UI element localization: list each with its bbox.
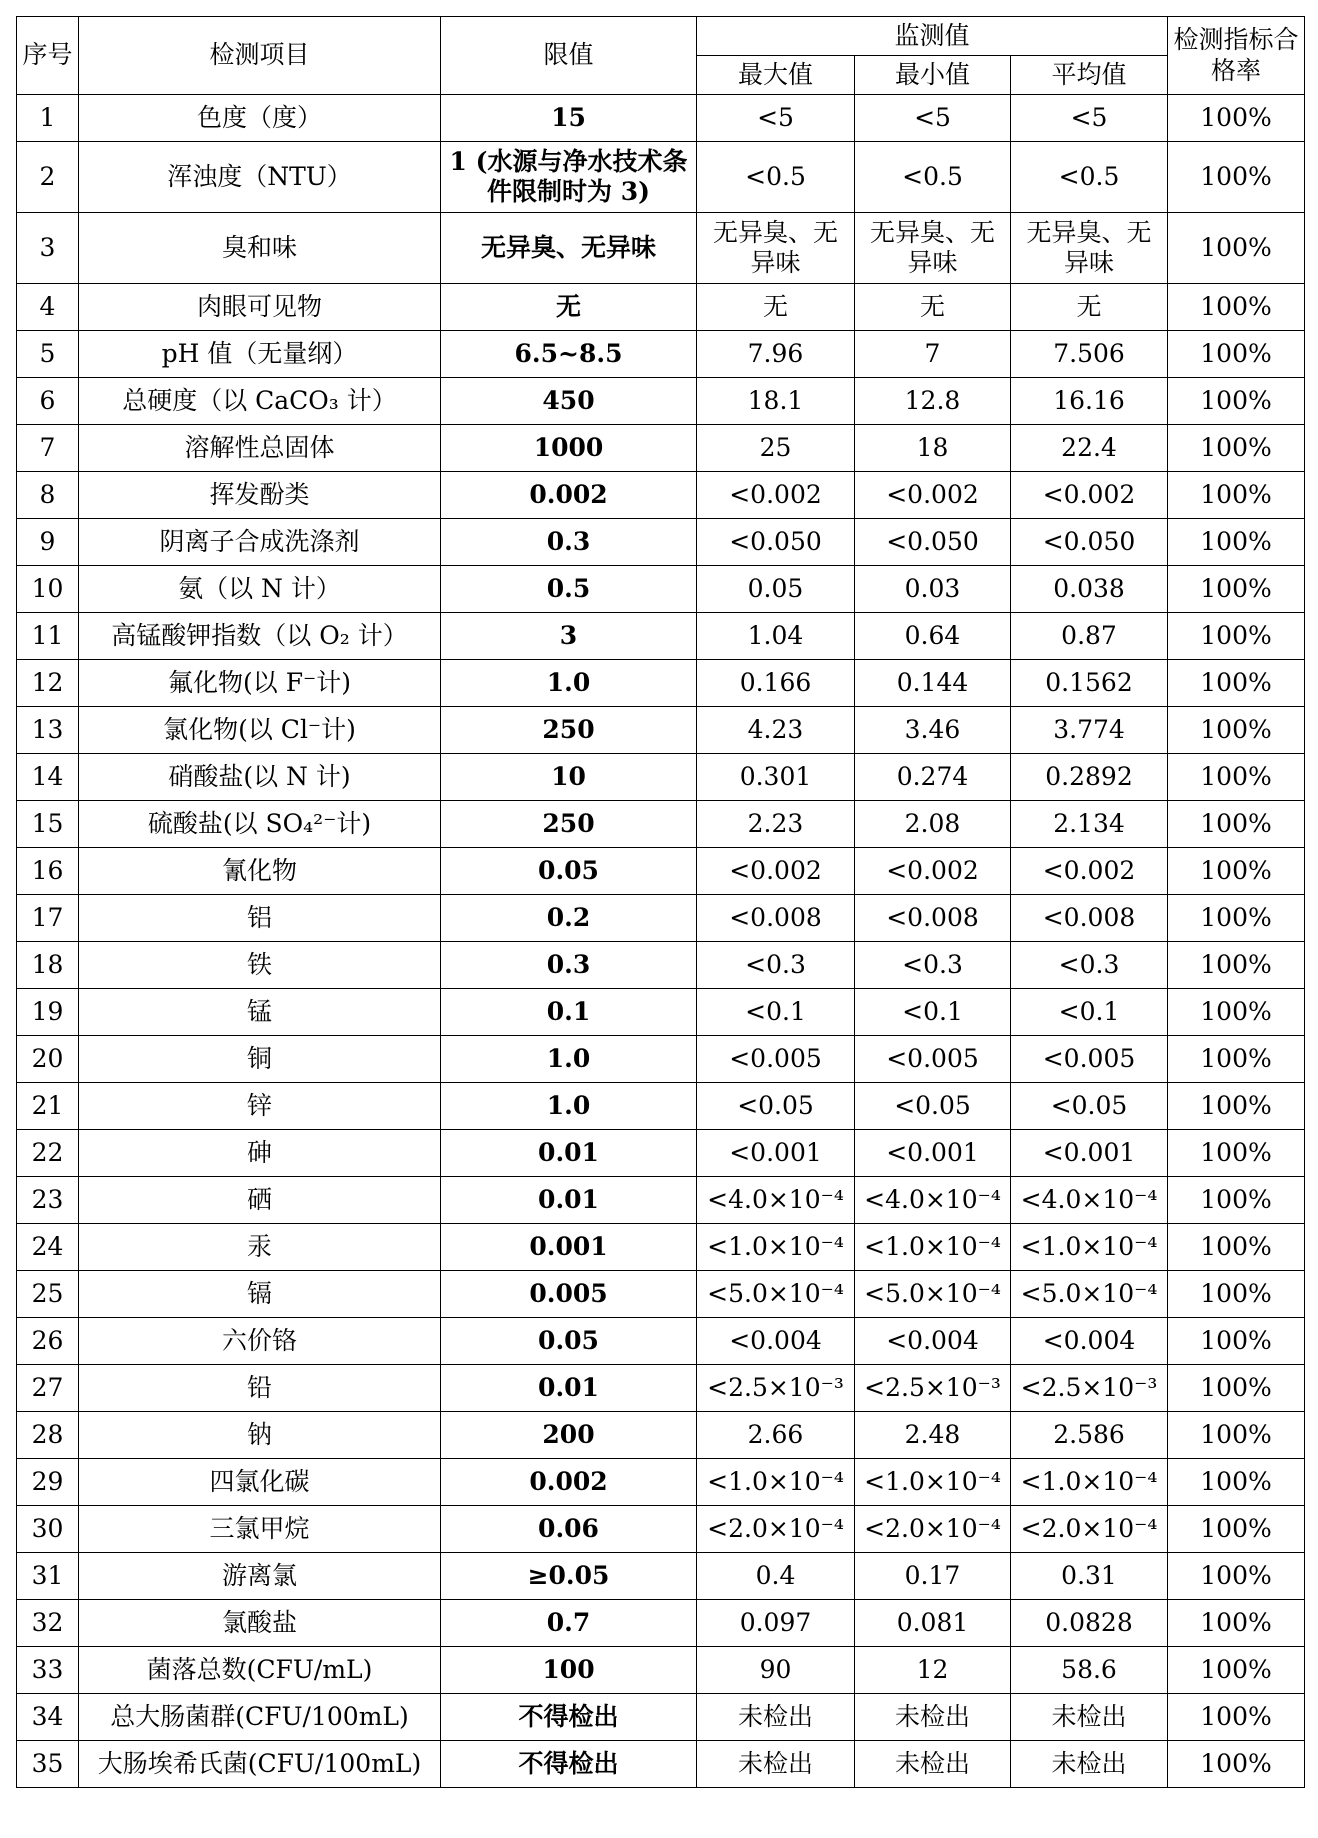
cell-avg: 0.038 xyxy=(1011,566,1168,613)
cell-pass-rate: 100% xyxy=(1168,1083,1305,1130)
cell-avg: <0.008 xyxy=(1011,895,1168,942)
cell-min: <0.002 xyxy=(855,472,1011,519)
cell-min: <5 xyxy=(855,95,1011,142)
cell-avg: 2.134 xyxy=(1011,801,1168,848)
cell-limit: 不得检出 xyxy=(441,1694,697,1741)
cell-max: <0.5 xyxy=(697,142,855,213)
cell-item: 色度（度） xyxy=(79,95,441,142)
cell-index: 29 xyxy=(17,1459,79,1506)
cell-avg: 16.16 xyxy=(1011,378,1168,425)
cell-index: 20 xyxy=(17,1036,79,1083)
cell-index: 17 xyxy=(17,895,79,942)
cell-pass-rate: 100% xyxy=(1168,95,1305,142)
cell-limit: 无异臭、无异味 xyxy=(441,213,697,284)
cell-limit: 0.7 xyxy=(441,1600,697,1647)
cell-index: 9 xyxy=(17,519,79,566)
cell-item: 大肠埃希氏菌(CFU/100mL) xyxy=(79,1741,441,1788)
table-row xyxy=(17,1694,1305,1741)
cell-avg: <0.005 xyxy=(1011,1036,1168,1083)
cell-avg: 0.1562 xyxy=(1011,660,1168,707)
table-row xyxy=(17,613,1305,660)
cell-index: 22 xyxy=(17,1130,79,1177)
header-limit: 限值 xyxy=(441,17,697,95)
cell-index: 14 xyxy=(17,754,79,801)
cell-pass-rate: 100% xyxy=(1168,425,1305,472)
table-row xyxy=(17,566,1305,613)
cell-max: 0.05 xyxy=(697,566,855,613)
cell-item: 硒 xyxy=(79,1177,441,1224)
cell-item: 硫酸盐(以 SO₄²⁻计) xyxy=(79,801,441,848)
cell-item: 铁 xyxy=(79,942,441,989)
cell-limit: 0.3 xyxy=(441,519,697,566)
cell-item: 氟化物(以 F⁻计) xyxy=(79,660,441,707)
cell-index: 6 xyxy=(17,378,79,425)
cell-index: 16 xyxy=(17,848,79,895)
cell-pass-rate: 100% xyxy=(1168,284,1305,331)
cell-max: <0.001 xyxy=(697,1130,855,1177)
cell-max: <5.0×10⁻⁴ xyxy=(697,1271,855,1318)
cell-limit: 0.001 xyxy=(441,1224,697,1271)
cell-pass-rate: 100% xyxy=(1168,989,1305,1036)
cell-min: <1.0×10⁻⁴ xyxy=(855,1459,1011,1506)
table-row xyxy=(17,1412,1305,1459)
cell-item: 锰 xyxy=(79,989,441,1036)
cell-item: 氨（以 N 计） xyxy=(79,566,441,613)
cell-index: 2 xyxy=(17,142,79,213)
cell-max: <0.005 xyxy=(697,1036,855,1083)
cell-pass-rate: 100% xyxy=(1168,142,1305,213)
cell-limit: 15 xyxy=(441,95,697,142)
cell-max: 未检出 xyxy=(697,1741,855,1788)
cell-max: 1.04 xyxy=(697,613,855,660)
cell-pass-rate: 100% xyxy=(1168,331,1305,378)
cell-min: <0.001 xyxy=(855,1130,1011,1177)
table-row xyxy=(17,472,1305,519)
cell-item: 总硬度（以 CaCO₃ 计） xyxy=(79,378,441,425)
cell-pass-rate: 100% xyxy=(1168,1647,1305,1694)
table-row xyxy=(17,989,1305,1036)
cell-index: 8 xyxy=(17,472,79,519)
cell-max: <0.1 xyxy=(697,989,855,1036)
cell-max: <1.0×10⁻⁴ xyxy=(697,1224,855,1271)
cell-min: 0.03 xyxy=(855,566,1011,613)
cell-min: 0.081 xyxy=(855,1600,1011,1647)
cell-item: 氯酸盐 xyxy=(79,1600,441,1647)
cell-max: <2.0×10⁻⁴ xyxy=(697,1506,855,1553)
table-row xyxy=(17,1130,1305,1177)
cell-index: 7 xyxy=(17,425,79,472)
cell-max: <0.050 xyxy=(697,519,855,566)
cell-pass-rate: 100% xyxy=(1168,1224,1305,1271)
cell-pass-rate: 100% xyxy=(1168,1271,1305,1318)
cell-pass-rate: 100% xyxy=(1168,1412,1305,1459)
cell-min: 无 xyxy=(855,284,1011,331)
table-row xyxy=(17,95,1305,142)
cell-item: 总大肠菌群(CFU/100mL) xyxy=(79,1694,441,1741)
cell-avg: <0.5 xyxy=(1011,142,1168,213)
cell-avg: 未检出 xyxy=(1011,1741,1168,1788)
cell-item: 砷 xyxy=(79,1130,441,1177)
cell-limit: 200 xyxy=(441,1412,697,1459)
cell-index: 27 xyxy=(17,1365,79,1412)
header-monitor: 监测值 xyxy=(697,17,1168,56)
cell-max: 4.23 xyxy=(697,707,855,754)
cell-max: 无 xyxy=(697,284,855,331)
cell-item: 三氯甲烷 xyxy=(79,1506,441,1553)
cell-item: 锌 xyxy=(79,1083,441,1130)
cell-min: <0.005 xyxy=(855,1036,1011,1083)
cell-limit: 1000 xyxy=(441,425,697,472)
table-row xyxy=(17,801,1305,848)
cell-max: <4.0×10⁻⁴ xyxy=(697,1177,855,1224)
cell-pass-rate: 100% xyxy=(1168,1036,1305,1083)
cell-index: 1 xyxy=(17,95,79,142)
cell-index: 23 xyxy=(17,1177,79,1224)
cell-avg: <2.5×10⁻³ xyxy=(1011,1365,1168,1412)
cell-index: 25 xyxy=(17,1271,79,1318)
table-header xyxy=(17,17,1305,95)
cell-avg: <0.001 xyxy=(1011,1130,1168,1177)
cell-max: 2.66 xyxy=(697,1412,855,1459)
cell-min: 18 xyxy=(855,425,1011,472)
cell-limit: 0.002 xyxy=(441,1459,697,1506)
cell-min: <0.3 xyxy=(855,942,1011,989)
cell-index: 11 xyxy=(17,613,79,660)
table-row xyxy=(17,1647,1305,1694)
cell-item: 镉 xyxy=(79,1271,441,1318)
header-index: 序号 xyxy=(17,17,79,95)
header-max: 最大值 xyxy=(697,56,855,95)
cell-min: 0.17 xyxy=(855,1553,1011,1600)
cell-min: <0.050 xyxy=(855,519,1011,566)
cell-index: 21 xyxy=(17,1083,79,1130)
cell-limit: 10 xyxy=(441,754,697,801)
cell-avg: 0.2892 xyxy=(1011,754,1168,801)
cell-limit: 3 xyxy=(441,613,697,660)
cell-min: <0.05 xyxy=(855,1083,1011,1130)
table-row xyxy=(17,895,1305,942)
cell-avg: 7.506 xyxy=(1011,331,1168,378)
cell-limit: 不得检出 xyxy=(441,1741,697,1788)
cell-min: 0.64 xyxy=(855,613,1011,660)
cell-limit: 1 (水源与净水技术条件限制时为 3) xyxy=(441,142,697,213)
cell-pass-rate: 100% xyxy=(1168,707,1305,754)
cell-avg: 0.31 xyxy=(1011,1553,1168,1600)
cell-pass-rate: 100% xyxy=(1168,213,1305,284)
cell-item: 挥发酚类 xyxy=(79,472,441,519)
cell-item: 菌落总数(CFU/mL) xyxy=(79,1647,441,1694)
cell-item: 氯化物(以 Cl⁻计) xyxy=(79,707,441,754)
table-row xyxy=(17,1036,1305,1083)
cell-pass-rate: 100% xyxy=(1168,848,1305,895)
cell-max: <0.05 xyxy=(697,1083,855,1130)
cell-pass-rate: 100% xyxy=(1168,1506,1305,1553)
cell-pass-rate: 100% xyxy=(1168,519,1305,566)
cell-max: 2.23 xyxy=(697,801,855,848)
water-quality-table xyxy=(16,16,1305,1788)
cell-max: <0.004 xyxy=(697,1318,855,1365)
cell-pass-rate: 100% xyxy=(1168,1553,1305,1600)
cell-limit: 0.01 xyxy=(441,1177,697,1224)
cell-min: 0.144 xyxy=(855,660,1011,707)
cell-limit: 0.05 xyxy=(441,848,697,895)
cell-index: 4 xyxy=(17,284,79,331)
cell-index: 33 xyxy=(17,1647,79,1694)
cell-pass-rate: 100% xyxy=(1168,378,1305,425)
cell-pass-rate: 100% xyxy=(1168,942,1305,989)
table-row xyxy=(17,1741,1305,1788)
cell-max: 无异臭、无异味 xyxy=(697,213,855,284)
cell-max: 18.1 xyxy=(697,378,855,425)
cell-index: 31 xyxy=(17,1553,79,1600)
cell-pass-rate: 100% xyxy=(1168,895,1305,942)
cell-max: 0.166 xyxy=(697,660,855,707)
cell-avg: 0.0828 xyxy=(1011,1600,1168,1647)
cell-avg: <0.002 xyxy=(1011,848,1168,895)
cell-pass-rate: 100% xyxy=(1168,1600,1305,1647)
cell-item: 六价铬 xyxy=(79,1318,441,1365)
cell-index: 3 xyxy=(17,213,79,284)
cell-avg: <1.0×10⁻⁴ xyxy=(1011,1224,1168,1271)
cell-index: 10 xyxy=(17,566,79,613)
cell-limit: 0.2 xyxy=(441,895,697,942)
cell-max: <0.3 xyxy=(697,942,855,989)
cell-avg: 无 xyxy=(1011,284,1168,331)
cell-pass-rate: 100% xyxy=(1168,1459,1305,1506)
table-row xyxy=(17,425,1305,472)
cell-min: <0.1 xyxy=(855,989,1011,1036)
table-row xyxy=(17,213,1305,284)
cell-min: 2.08 xyxy=(855,801,1011,848)
cell-limit: 0.01 xyxy=(441,1365,697,1412)
cell-avg: 22.4 xyxy=(1011,425,1168,472)
cell-avg: <4.0×10⁻⁴ xyxy=(1011,1177,1168,1224)
cell-avg: 0.87 xyxy=(1011,613,1168,660)
cell-limit: 0.002 xyxy=(441,472,697,519)
header-pass-rate: 检测指标合格率 xyxy=(1168,17,1305,95)
cell-index: 19 xyxy=(17,989,79,1036)
cell-item: 臭和味 xyxy=(79,213,441,284)
cell-limit: 250 xyxy=(441,707,697,754)
cell-item: pH 值（无量纲） xyxy=(79,331,441,378)
cell-min: 0.274 xyxy=(855,754,1011,801)
table-row xyxy=(17,754,1305,801)
cell-min: <0.004 xyxy=(855,1318,1011,1365)
cell-min: <1.0×10⁻⁴ xyxy=(855,1224,1011,1271)
cell-limit: 0.5 xyxy=(441,566,697,613)
table-row xyxy=(17,142,1305,213)
cell-item: 肉眼可见物 xyxy=(79,284,441,331)
table-row xyxy=(17,1271,1305,1318)
table-row xyxy=(17,1318,1305,1365)
cell-min: <2.0×10⁻⁴ xyxy=(855,1506,1011,1553)
cell-avg: <1.0×10⁻⁴ xyxy=(1011,1459,1168,1506)
cell-pass-rate: 100% xyxy=(1168,613,1305,660)
cell-pass-rate: 100% xyxy=(1168,472,1305,519)
cell-index: 18 xyxy=(17,942,79,989)
cell-max: <0.008 xyxy=(697,895,855,942)
cell-limit: 0.1 xyxy=(441,989,697,1036)
table-row xyxy=(17,1177,1305,1224)
cell-limit: 无 xyxy=(441,284,697,331)
cell-min: <4.0×10⁻⁴ xyxy=(855,1177,1011,1224)
cell-limit: 0.05 xyxy=(441,1318,697,1365)
cell-min: 7 xyxy=(855,331,1011,378)
cell-item: 钠 xyxy=(79,1412,441,1459)
cell-min: 12 xyxy=(855,1647,1011,1694)
cell-avg: 2.586 xyxy=(1011,1412,1168,1459)
cell-pass-rate: 100% xyxy=(1168,1318,1305,1365)
cell-index: 32 xyxy=(17,1600,79,1647)
cell-avg: 58.6 xyxy=(1011,1647,1168,1694)
table-row xyxy=(17,1600,1305,1647)
cell-pass-rate: 100% xyxy=(1168,754,1305,801)
cell-pass-rate: 100% xyxy=(1168,1694,1305,1741)
cell-avg: <0.004 xyxy=(1011,1318,1168,1365)
cell-limit: 0.005 xyxy=(441,1271,697,1318)
cell-item: 游离氯 xyxy=(79,1553,441,1600)
cell-index: 30 xyxy=(17,1506,79,1553)
cell-min: 无异臭、无异味 xyxy=(855,213,1011,284)
cell-limit: 0.3 xyxy=(441,942,697,989)
cell-max: 0.301 xyxy=(697,754,855,801)
cell-min: 未检出 xyxy=(855,1741,1011,1788)
cell-pass-rate: 100% xyxy=(1168,1365,1305,1412)
cell-min: <0.002 xyxy=(855,848,1011,895)
cell-limit: 250 xyxy=(441,801,697,848)
cell-item: 高锰酸钾指数（以 O₂ 计） xyxy=(79,613,441,660)
cell-limit: ≥0.05 xyxy=(441,1553,697,1600)
table-row xyxy=(17,707,1305,754)
cell-pass-rate: 100% xyxy=(1168,1177,1305,1224)
cell-limit: 1.0 xyxy=(441,1036,697,1083)
cell-item: 氰化物 xyxy=(79,848,441,895)
cell-max: 未检出 xyxy=(697,1694,855,1741)
cell-limit: 6.5~8.5 xyxy=(441,331,697,378)
cell-max: 0.4 xyxy=(697,1553,855,1600)
cell-avg: <0.002 xyxy=(1011,472,1168,519)
cell-index: 15 xyxy=(17,801,79,848)
cell-min: <0.5 xyxy=(855,142,1011,213)
cell-index: 35 xyxy=(17,1741,79,1788)
cell-avg: 未检出 xyxy=(1011,1694,1168,1741)
cell-index: 26 xyxy=(17,1318,79,1365)
cell-item: 溶解性总固体 xyxy=(79,425,441,472)
cell-avg: <0.1 xyxy=(1011,989,1168,1036)
table-row xyxy=(17,660,1305,707)
table-row xyxy=(17,284,1305,331)
cell-avg: <0.050 xyxy=(1011,519,1168,566)
cell-max: <5 xyxy=(697,95,855,142)
header-avg: 平均值 xyxy=(1011,56,1168,95)
cell-item: 四氯化碳 xyxy=(79,1459,441,1506)
cell-index: 24 xyxy=(17,1224,79,1271)
cell-limit: 1.0 xyxy=(441,1083,697,1130)
cell-max: <2.5×10⁻³ xyxy=(697,1365,855,1412)
cell-index: 5 xyxy=(17,331,79,378)
table-row xyxy=(17,1365,1305,1412)
cell-index: 12 xyxy=(17,660,79,707)
cell-limit: 0.06 xyxy=(441,1506,697,1553)
cell-limit: 450 xyxy=(441,378,697,425)
cell-avg: <0.3 xyxy=(1011,942,1168,989)
cell-pass-rate: 100% xyxy=(1168,1130,1305,1177)
cell-limit: 0.01 xyxy=(441,1130,697,1177)
cell-max: <1.0×10⁻⁴ xyxy=(697,1459,855,1506)
cell-min: <0.008 xyxy=(855,895,1011,942)
cell-item: 浑浊度（NTU） xyxy=(79,142,441,213)
cell-min: <5.0×10⁻⁴ xyxy=(855,1271,1011,1318)
cell-limit: 100 xyxy=(441,1647,697,1694)
cell-item: 汞 xyxy=(79,1224,441,1271)
cell-item: 硝酸盐(以 N 计) xyxy=(79,754,441,801)
table-row xyxy=(17,378,1305,425)
table-row xyxy=(17,942,1305,989)
cell-min: 2.48 xyxy=(855,1412,1011,1459)
table-row xyxy=(17,1506,1305,1553)
cell-max: 25 xyxy=(697,425,855,472)
cell-max: 0.097 xyxy=(697,1600,855,1647)
cell-min: 未检出 xyxy=(855,1694,1011,1741)
cell-pass-rate: 100% xyxy=(1168,660,1305,707)
cell-min: <2.5×10⁻³ xyxy=(855,1365,1011,1412)
cell-avg: <5.0×10⁻⁴ xyxy=(1011,1271,1168,1318)
cell-min: 3.46 xyxy=(855,707,1011,754)
cell-max: 7.96 xyxy=(697,331,855,378)
cell-max: 90 xyxy=(697,1647,855,1694)
table-body xyxy=(17,95,1305,1788)
table-row xyxy=(17,519,1305,566)
cell-index: 28 xyxy=(17,1412,79,1459)
cell-avg: 无异臭、无异味 xyxy=(1011,213,1168,284)
cell-pass-rate: 100% xyxy=(1168,566,1305,613)
table-row xyxy=(17,1459,1305,1506)
cell-max: <0.002 xyxy=(697,848,855,895)
header-item: 检测项目 xyxy=(79,17,441,95)
table-row xyxy=(17,848,1305,895)
table-row xyxy=(17,1083,1305,1130)
header-min: 最小值 xyxy=(855,56,1011,95)
cell-pass-rate: 100% xyxy=(1168,1741,1305,1788)
cell-limit: 1.0 xyxy=(441,660,697,707)
cell-min: 12.8 xyxy=(855,378,1011,425)
cell-max: <0.002 xyxy=(697,472,855,519)
cell-item: 阴离子合成洗涤剂 xyxy=(79,519,441,566)
cell-avg: 3.774 xyxy=(1011,707,1168,754)
table-row xyxy=(17,331,1305,378)
cell-pass-rate: 100% xyxy=(1168,801,1305,848)
cell-avg: <5 xyxy=(1011,95,1168,142)
cell-item: 铜 xyxy=(79,1036,441,1083)
cell-index: 13 xyxy=(17,707,79,754)
cell-index: 34 xyxy=(17,1694,79,1741)
cell-item: 铝 xyxy=(79,895,441,942)
table-row xyxy=(17,1224,1305,1271)
table-row xyxy=(17,1553,1305,1600)
cell-avg: <0.05 xyxy=(1011,1083,1168,1130)
cell-avg: <2.0×10⁻⁴ xyxy=(1011,1506,1168,1553)
cell-item: 铅 xyxy=(79,1365,441,1412)
